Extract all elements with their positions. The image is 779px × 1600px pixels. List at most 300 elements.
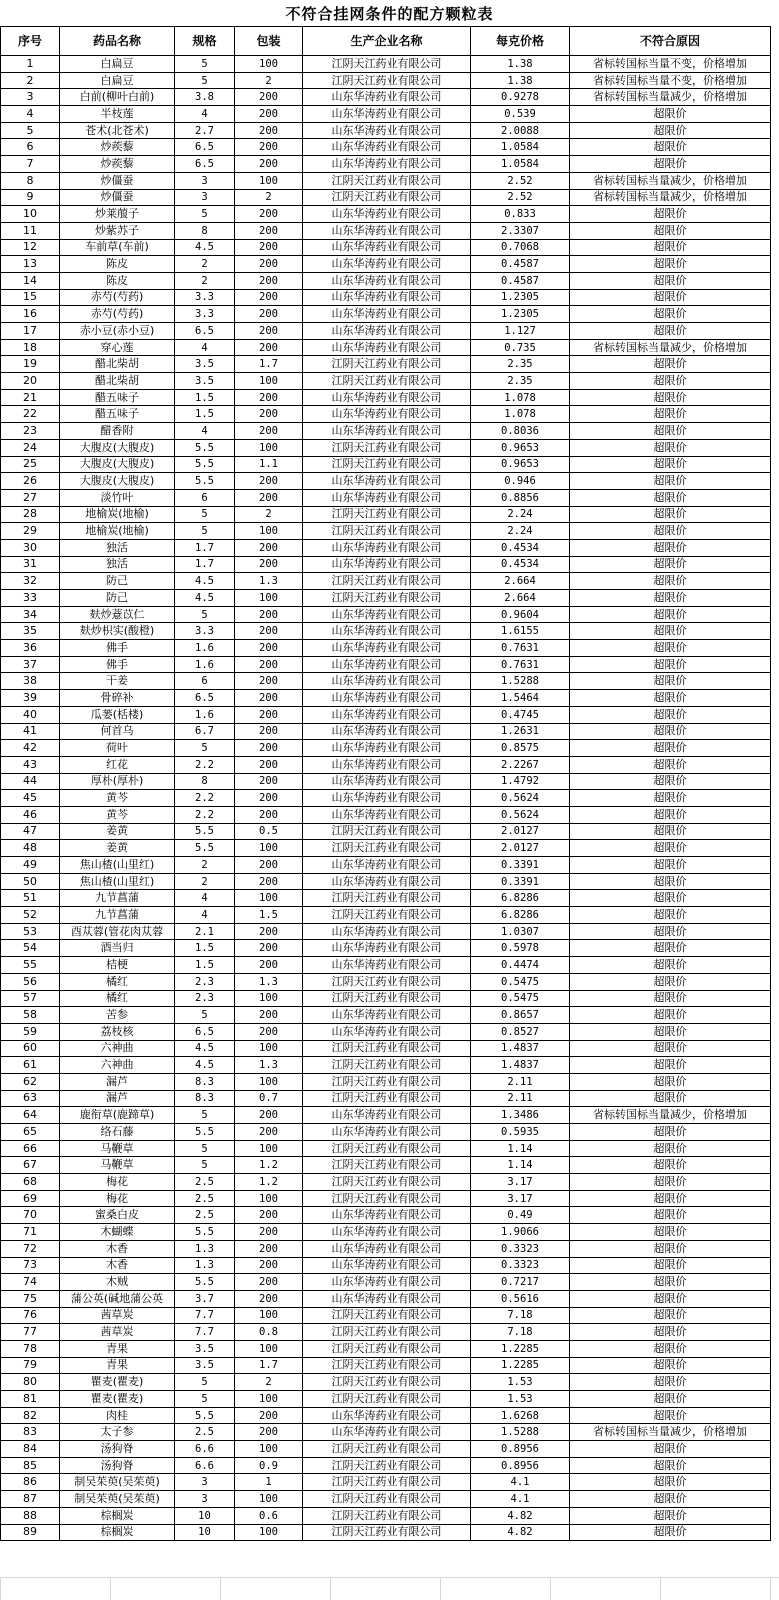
cell-package[interactable]: 100 — [235, 1491, 303, 1508]
cell-package[interactable]: 200 — [235, 756, 303, 773]
cell-spec[interactable]: 4 — [175, 890, 235, 907]
cell-reason[interactable]: 超限价 — [570, 840, 771, 857]
cell-price-per-gram[interactable]: 0.8657 — [471, 1007, 570, 1024]
cell-price-per-gram[interactable]: 0.9653 — [471, 456, 570, 473]
cell-drug-name[interactable]: 木香 — [60, 1240, 175, 1257]
cell-spec[interactable]: 5.5 — [175, 1407, 235, 1424]
cell-price-per-gram[interactable]: 0.7631 — [471, 656, 570, 673]
cell-reason[interactable]: 超限价 — [570, 356, 771, 373]
cell-index[interactable]: 66 — [1, 1140, 60, 1157]
cell-manufacturer[interactable]: 山东华涛药业有限公司 — [303, 272, 471, 289]
cell-price-per-gram[interactable]: 0.5978 — [471, 940, 570, 957]
cell-spec[interactable]: 5.5 — [175, 456, 235, 473]
cell-price-per-gram[interactable]: 0.5935 — [471, 1124, 570, 1141]
cell-manufacturer[interactable]: 江阴天江药业有限公司 — [303, 56, 471, 73]
cell-drug-name[interactable]: 赤小豆(赤小豆) — [60, 323, 175, 340]
cell-package[interactable]: 200 — [235, 339, 303, 356]
cell-price-per-gram[interactable]: 1.5464 — [471, 690, 570, 707]
cell-spec[interactable]: 5.5 — [175, 1274, 235, 1291]
cell-drug-name[interactable]: 陈皮 — [60, 272, 175, 289]
cell-drug-name[interactable]: 醋五味子 — [60, 406, 175, 423]
cell-reason[interactable]: 超限价 — [570, 1007, 771, 1024]
cell-drug-name[interactable]: 淡竹叶 — [60, 489, 175, 506]
cell-manufacturer[interactable]: 江阴天江药业有限公司 — [303, 890, 471, 907]
cell-spec[interactable]: 2.2 — [175, 806, 235, 823]
cell-reason[interactable]: 超限价 — [570, 156, 771, 173]
cell-drug-name[interactable]: 姜黄 — [60, 840, 175, 857]
cell-price-per-gram[interactable]: 1.4837 — [471, 1057, 570, 1074]
cell-drug-name[interactable]: 白前(柳叶白前) — [60, 89, 175, 106]
cell-reason[interactable]: 超限价 — [570, 790, 771, 807]
cell-reason[interactable]: 超限价 — [570, 1274, 771, 1291]
cell-drug-name[interactable]: 苦参 — [60, 1007, 175, 1024]
cell-spec[interactable]: 4.5 — [175, 1040, 235, 1057]
cell-reason[interactable]: 超限价 — [570, 1190, 771, 1207]
cell-drug-name[interactable]: 干姜 — [60, 673, 175, 690]
cell-drug-name[interactable]: 瞿麦(瞿麦) — [60, 1391, 175, 1408]
cell-reason[interactable]: 超限价 — [570, 1124, 771, 1141]
cell-manufacturer[interactable]: 山东华涛药业有限公司 — [303, 289, 471, 306]
cell-price-per-gram[interactable]: 0.4587 — [471, 256, 570, 273]
cell-spec[interactable]: 2 — [175, 857, 235, 874]
cell-spec[interactable]: 3.5 — [175, 356, 235, 373]
cell-price-per-gram[interactable]: 0.539 — [471, 106, 570, 123]
cell-reason[interactable]: 超限价 — [570, 106, 771, 123]
cell-reason[interactable]: 省标转国标当量不变，价格增加 — [570, 72, 771, 89]
cell-manufacturer[interactable]: 江阴天江药业有限公司 — [303, 523, 471, 540]
cell-spec[interactable]: 4.5 — [175, 1057, 235, 1074]
cell-price-per-gram[interactable]: 1.4837 — [471, 1040, 570, 1057]
cell-drug-name[interactable]: 酉苁蓉(管花肉苁蓉 — [60, 923, 175, 940]
cell-reason[interactable]: 超限价 — [570, 1207, 771, 1224]
cell-price-per-gram[interactable]: 7.18 — [471, 1324, 570, 1341]
cell-drug-name[interactable]: 梅花 — [60, 1174, 175, 1191]
cell-drug-name[interactable]: 防己 — [60, 573, 175, 590]
cell-index[interactable]: 63 — [1, 1090, 60, 1107]
cell-price-per-gram[interactable]: 0.4534 — [471, 556, 570, 573]
cell-drug-name[interactable]: 黄芩 — [60, 790, 175, 807]
cell-package[interactable]: 1.7 — [235, 356, 303, 373]
cell-spec[interactable]: 2.2 — [175, 790, 235, 807]
cell-reason[interactable]: 超限价 — [570, 306, 771, 323]
cell-index[interactable]: 11 — [1, 222, 60, 239]
cell-reason[interactable]: 超限价 — [570, 239, 771, 256]
cell-spec[interactable]: 6.5 — [175, 323, 235, 340]
cell-manufacturer[interactable]: 山东华涛药业有限公司 — [303, 1224, 471, 1241]
cell-spec[interactable]: 3.5 — [175, 1340, 235, 1357]
cell-index[interactable]: 83 — [1, 1424, 60, 1441]
cell-index[interactable]: 10 — [1, 206, 60, 223]
cell-index[interactable]: 46 — [1, 806, 60, 823]
cell-drug-name[interactable]: 白扁豆 — [60, 56, 175, 73]
cell-price-per-gram[interactable]: 1.14 — [471, 1157, 570, 1174]
cell-reason[interactable]: 超限价 — [570, 373, 771, 390]
cell-price-per-gram[interactable]: 1.2285 — [471, 1340, 570, 1357]
cell-price-per-gram[interactable]: 0.7631 — [471, 640, 570, 657]
cell-reason[interactable]: 超限价 — [570, 690, 771, 707]
cell-package[interactable]: 200 — [235, 89, 303, 106]
cell-price-per-gram[interactable]: 1.53 — [471, 1391, 570, 1408]
cell-manufacturer[interactable]: 山东华涛药业有限公司 — [303, 790, 471, 807]
cell-package[interactable]: 100 — [235, 990, 303, 1007]
cell-reason[interactable]: 超限价 — [570, 1524, 771, 1541]
cell-manufacturer[interactable]: 山东华涛药业有限公司 — [303, 306, 471, 323]
cell-index[interactable]: 42 — [1, 740, 60, 757]
cell-index[interactable]: 8 — [1, 172, 60, 189]
cell-reason[interactable]: 超限价 — [570, 456, 771, 473]
cell-price-per-gram[interactable]: 6.8286 — [471, 907, 570, 924]
cell-reason[interactable]: 超限价 — [570, 1290, 771, 1307]
cell-index[interactable]: 43 — [1, 756, 60, 773]
cell-drug-name[interactable]: 肉桂 — [60, 1407, 175, 1424]
cell-package[interactable]: 200 — [235, 1290, 303, 1307]
cell-spec[interactable]: 6.5 — [175, 1023, 235, 1040]
cell-drug-name[interactable]: 地榆炭(地榆) — [60, 506, 175, 523]
cell-index[interactable]: 81 — [1, 1391, 60, 1408]
cell-price-per-gram[interactable]: 0.9653 — [471, 439, 570, 456]
cell-spec[interactable]: 8 — [175, 222, 235, 239]
cell-index[interactable]: 78 — [1, 1340, 60, 1357]
cell-index[interactable]: 69 — [1, 1190, 60, 1207]
cell-index[interactable]: 72 — [1, 1240, 60, 1257]
cell-price-per-gram[interactable]: 2.11 — [471, 1090, 570, 1107]
cell-spec[interactable]: 1.7 — [175, 556, 235, 573]
cell-drug-name[interactable]: 焦山楂(山里红) — [60, 873, 175, 890]
cell-reason[interactable]: 超限价 — [570, 723, 771, 740]
cell-package[interactable]: 100 — [235, 1391, 303, 1408]
cell-drug-name[interactable]: 炒僵蚕 — [60, 172, 175, 189]
cell-spec[interactable]: 4 — [175, 339, 235, 356]
cell-manufacturer[interactable]: 山东华涛药业有限公司 — [303, 740, 471, 757]
cell-index[interactable]: 47 — [1, 823, 60, 840]
cell-manufacturer[interactable]: 山东华涛药业有限公司 — [303, 122, 471, 139]
cell-index[interactable]: 41 — [1, 723, 60, 740]
cell-spec[interactable]: 6.5 — [175, 139, 235, 156]
cell-reason[interactable]: 超限价 — [570, 256, 771, 273]
cell-reason[interactable]: 超限价 — [570, 1224, 771, 1241]
cell-package[interactable]: 200 — [235, 873, 303, 890]
cell-reason[interactable]: 超限价 — [570, 1507, 771, 1524]
cell-spec[interactable]: 2.5 — [175, 1174, 235, 1191]
cell-drug-name[interactable]: 六神曲 — [60, 1040, 175, 1057]
cell-drug-name[interactable]: 地榆炭(地榆) — [60, 523, 175, 540]
cell-manufacturer[interactable]: 山东华涛药业有限公司 — [303, 773, 471, 790]
cell-package[interactable]: 100 — [235, 1307, 303, 1324]
cell-price-per-gram[interactable]: 1.38 — [471, 56, 570, 73]
cell-spec[interactable]: 1.3 — [175, 1257, 235, 1274]
cell-reason[interactable]: 超限价 — [570, 556, 771, 573]
cell-drug-name[interactable]: 漏芦 — [60, 1090, 175, 1107]
cell-package[interactable]: 200 — [235, 423, 303, 440]
cell-price-per-gram[interactable]: 0.3323 — [471, 1240, 570, 1257]
cell-reason[interactable]: 超限价 — [570, 323, 771, 340]
cell-price-per-gram[interactable]: 1.078 — [471, 389, 570, 406]
cell-manufacturer[interactable]: 江阴天江药业有限公司 — [303, 1073, 471, 1090]
cell-reason[interactable]: 超限价 — [570, 773, 771, 790]
cell-spec[interactable]: 1.6 — [175, 656, 235, 673]
cell-spec[interactable]: 6.5 — [175, 690, 235, 707]
cell-reason[interactable]: 超限价 — [570, 990, 771, 1007]
cell-price-per-gram[interactable]: 1.2305 — [471, 306, 570, 323]
cell-reason[interactable]: 超限价 — [570, 957, 771, 974]
cell-manufacturer[interactable]: 山东华涛药业有限公司 — [303, 673, 471, 690]
cell-package[interactable]: 200 — [235, 1240, 303, 1257]
cell-package[interactable]: 200 — [235, 940, 303, 957]
cell-spec[interactable]: 6.7 — [175, 723, 235, 740]
cell-package[interactable]: 200 — [235, 1224, 303, 1241]
cell-index[interactable]: 40 — [1, 706, 60, 723]
cell-spec[interactable]: 5.5 — [175, 1124, 235, 1141]
cell-index[interactable]: 62 — [1, 1073, 60, 1090]
cell-reason[interactable]: 超限价 — [570, 1140, 771, 1157]
cell-drug-name[interactable]: 梅花 — [60, 1190, 175, 1207]
cell-manufacturer[interactable]: 江阴天江药业有限公司 — [303, 823, 471, 840]
cell-index[interactable]: 82 — [1, 1407, 60, 1424]
cell-price-per-gram[interactable]: 3.17 — [471, 1174, 570, 1191]
cell-index[interactable]: 56 — [1, 973, 60, 990]
cell-manufacturer[interactable]: 山东华涛药业有限公司 — [303, 690, 471, 707]
cell-spec[interactable]: 6.6 — [175, 1457, 235, 1474]
cell-drug-name[interactable]: 木蝴蝶 — [60, 1224, 175, 1241]
cell-price-per-gram[interactable]: 1.3486 — [471, 1107, 570, 1124]
cell-drug-name[interactable]: 茜草炭 — [60, 1307, 175, 1324]
cell-package[interactable]: 100 — [235, 840, 303, 857]
cell-reason[interactable]: 超限价 — [570, 506, 771, 523]
cell-price-per-gram[interactable]: 1.127 — [471, 323, 570, 340]
cell-drug-name[interactable]: 黄芩 — [60, 806, 175, 823]
cell-manufacturer[interactable]: 江阴天江药业有限公司 — [303, 1391, 471, 1408]
cell-package[interactable]: 200 — [235, 1424, 303, 1441]
cell-manufacturer[interactable]: 江阴天江药业有限公司 — [303, 189, 471, 206]
cell-spec[interactable]: 3 — [175, 1474, 235, 1491]
cell-price-per-gram[interactable]: 2.35 — [471, 373, 570, 390]
cell-price-per-gram[interactable]: 2.0088 — [471, 122, 570, 139]
column-header-index[interactable]: 序号 — [1, 27, 60, 56]
cell-drug-name[interactable]: 半枝莲 — [60, 106, 175, 123]
cell-drug-name[interactable]: 漏芦 — [60, 1073, 175, 1090]
cell-manufacturer[interactable]: 山东华涛药业有限公司 — [303, 222, 471, 239]
cell-reason[interactable]: 超限价 — [570, 406, 771, 423]
cell-spec[interactable]: 4.5 — [175, 590, 235, 607]
cell-index[interactable]: 89 — [1, 1524, 60, 1541]
cell-drug-name[interactable]: 九节菖蒲 — [60, 907, 175, 924]
cell-reason[interactable]: 超限价 — [570, 1407, 771, 1424]
cell-index[interactable]: 38 — [1, 673, 60, 690]
cell-drug-name[interactable]: 马鞭草 — [60, 1140, 175, 1157]
cell-price-per-gram[interactable]: 0.735 — [471, 339, 570, 356]
cell-index[interactable]: 4 — [1, 106, 60, 123]
cell-manufacturer[interactable]: 山东华涛药业有限公司 — [303, 1290, 471, 1307]
cell-spec[interactable]: 4.5 — [175, 239, 235, 256]
cell-reason[interactable]: 超限价 — [570, 222, 771, 239]
cell-package[interactable]: 200 — [235, 673, 303, 690]
cell-drug-name[interactable]: 木贼 — [60, 1274, 175, 1291]
cell-manufacturer[interactable]: 山东华涛药业有限公司 — [303, 323, 471, 340]
cell-index[interactable]: 2 — [1, 72, 60, 89]
cell-index[interactable]: 75 — [1, 1290, 60, 1307]
cell-manufacturer[interactable]: 山东华涛药业有限公司 — [303, 1124, 471, 1141]
cell-drug-name[interactable]: 炒蒺藜 — [60, 156, 175, 173]
cell-reason[interactable]: 超限价 — [570, 1023, 771, 1040]
cell-price-per-gram[interactable]: 0.8856 — [471, 489, 570, 506]
cell-index[interactable]: 28 — [1, 506, 60, 523]
cell-drug-name[interactable]: 厚朴(厚朴) — [60, 773, 175, 790]
cell-index[interactable]: 15 — [1, 289, 60, 306]
cell-price-per-gram[interactable]: 1.078 — [471, 406, 570, 423]
cell-package[interactable]: 200 — [235, 1023, 303, 1040]
cell-price-per-gram[interactable]: 0.3391 — [471, 873, 570, 890]
cell-manufacturer[interactable]: 江阴天江药业有限公司 — [303, 1374, 471, 1391]
cell-spec[interactable]: 5 — [175, 72, 235, 89]
cell-index[interactable]: 31 — [1, 556, 60, 573]
cell-index[interactable]: 27 — [1, 489, 60, 506]
cell-spec[interactable]: 2.3 — [175, 973, 235, 990]
cell-price-per-gram[interactable]: 0.9604 — [471, 606, 570, 623]
cell-drug-name[interactable]: 酒当归 — [60, 940, 175, 957]
cell-manufacturer[interactable]: 江阴天江药业有限公司 — [303, 1524, 471, 1541]
cell-manufacturer[interactable]: 江阴天江药业有限公司 — [303, 373, 471, 390]
cell-package[interactable]: 1.3 — [235, 573, 303, 590]
cell-index[interactable]: 44 — [1, 773, 60, 790]
cell-manufacturer[interactable]: 江阴天江药业有限公司 — [303, 590, 471, 607]
cell-reason[interactable]: 超限价 — [570, 673, 771, 690]
cell-manufacturer[interactable]: 江阴天江药业有限公司 — [303, 1040, 471, 1057]
cell-package[interactable]: 200 — [235, 406, 303, 423]
cell-package[interactable]: 1.3 — [235, 973, 303, 990]
cell-drug-name[interactable]: 棕榈炭 — [60, 1507, 175, 1524]
cell-package[interactable]: 1.2 — [235, 1157, 303, 1174]
cell-package[interactable]: 200 — [235, 790, 303, 807]
cell-index[interactable]: 59 — [1, 1023, 60, 1040]
cell-reason[interactable]: 超限价 — [570, 973, 771, 990]
cell-reason[interactable]: 超限价 — [570, 473, 771, 490]
cell-reason[interactable]: 超限价 — [570, 289, 771, 306]
cell-manufacturer[interactable]: 山东华涛药业有限公司 — [303, 806, 471, 823]
cell-spec[interactable]: 3.3 — [175, 289, 235, 306]
cell-spec[interactable]: 5.5 — [175, 473, 235, 490]
cell-price-per-gram[interactable]: 0.4534 — [471, 539, 570, 556]
cell-reason[interactable]: 超限价 — [570, 857, 771, 874]
cell-spec[interactable]: 5.5 — [175, 823, 235, 840]
cell-price-per-gram[interactable]: 1.38 — [471, 72, 570, 89]
cell-spec[interactable]: 2.1 — [175, 923, 235, 940]
cell-reason[interactable]: 超限价 — [570, 1491, 771, 1508]
cell-package[interactable]: 100 — [235, 1140, 303, 1157]
cell-package[interactable]: 100 — [235, 1441, 303, 1458]
cell-price-per-gram[interactable]: 6.8286 — [471, 890, 570, 907]
cell-index[interactable]: 9 — [1, 189, 60, 206]
cell-manufacturer[interactable]: 江阴天江药业有限公司 — [303, 356, 471, 373]
cell-index[interactable]: 30 — [1, 539, 60, 556]
cell-spec[interactable]: 5 — [175, 606, 235, 623]
cell-manufacturer[interactable]: 山东华涛药业有限公司 — [303, 1274, 471, 1291]
cell-reason[interactable]: 超限价 — [570, 873, 771, 890]
cell-drug-name[interactable]: 醋北柴胡 — [60, 356, 175, 373]
cell-index[interactable]: 19 — [1, 356, 60, 373]
cell-reason[interactable]: 超限价 — [570, 1441, 771, 1458]
cell-package[interactable]: 200 — [235, 773, 303, 790]
cell-index[interactable]: 84 — [1, 1441, 60, 1458]
cell-spec[interactable]: 5 — [175, 206, 235, 223]
cell-manufacturer[interactable]: 山东华涛药业有限公司 — [303, 239, 471, 256]
cell-reason[interactable]: 超限价 — [570, 1324, 771, 1341]
cell-price-per-gram[interactable]: 0.946 — [471, 473, 570, 490]
cell-manufacturer[interactable]: 江阴天江药业有限公司 — [303, 973, 471, 990]
cell-index[interactable]: 53 — [1, 923, 60, 940]
cell-index[interactable]: 7 — [1, 156, 60, 173]
cell-index[interactable]: 24 — [1, 439, 60, 456]
cell-package[interactable]: 1.5 — [235, 907, 303, 924]
cell-manufacturer[interactable]: 江阴天江药业有限公司 — [303, 456, 471, 473]
cell-price-per-gram[interactable]: 1.6155 — [471, 623, 570, 640]
cell-spec[interactable]: 8 — [175, 773, 235, 790]
cell-spec[interactable]: 6.6 — [175, 1441, 235, 1458]
cell-index[interactable]: 52 — [1, 907, 60, 924]
cell-price-per-gram[interactable]: 4.82 — [471, 1507, 570, 1524]
cell-manufacturer[interactable]: 山东华涛药业有限公司 — [303, 1407, 471, 1424]
cell-index[interactable]: 49 — [1, 857, 60, 874]
cell-manufacturer[interactable]: 山东华涛药业有限公司 — [303, 406, 471, 423]
cell-price-per-gram[interactable]: 1.9066 — [471, 1224, 570, 1241]
cell-drug-name[interactable]: 醋北柴胡 — [60, 373, 175, 390]
cell-index[interactable]: 54 — [1, 940, 60, 957]
cell-spec[interactable]: 5 — [175, 56, 235, 73]
cell-price-per-gram[interactable]: 2.52 — [471, 172, 570, 189]
cell-package[interactable]: 0.9 — [235, 1457, 303, 1474]
cell-package[interactable]: 200 — [235, 323, 303, 340]
cell-index[interactable]: 68 — [1, 1174, 60, 1191]
cell-reason[interactable]: 超限价 — [570, 606, 771, 623]
cell-package[interactable]: 200 — [235, 1407, 303, 1424]
cell-spec[interactable]: 4 — [175, 907, 235, 924]
cell-manufacturer[interactable]: 江阴天江药业有限公司 — [303, 840, 471, 857]
cell-index[interactable]: 45 — [1, 790, 60, 807]
cell-package[interactable]: 0.5 — [235, 823, 303, 840]
cell-reason[interactable]: 超限价 — [570, 1157, 771, 1174]
cell-price-per-gram[interactable]: 3.17 — [471, 1190, 570, 1207]
cell-drug-name[interactable]: 鹿衔草(鹿蹄草) — [60, 1107, 175, 1124]
cell-index[interactable]: 61 — [1, 1057, 60, 1074]
cell-manufacturer[interactable]: 江阴天江药业有限公司 — [303, 1140, 471, 1157]
cell-spec[interactable]: 3.3 — [175, 623, 235, 640]
cell-price-per-gram[interactable]: 1.14 — [471, 1140, 570, 1157]
cell-spec[interactable]: 2.7 — [175, 122, 235, 139]
cell-reason[interactable]: 超限价 — [570, 656, 771, 673]
cell-index[interactable]: 58 — [1, 1007, 60, 1024]
cell-index[interactable]: 34 — [1, 606, 60, 623]
cell-package[interactable]: 200 — [235, 1007, 303, 1024]
cell-manufacturer[interactable]: 山东华涛药业有限公司 — [303, 857, 471, 874]
cell-index[interactable]: 85 — [1, 1457, 60, 1474]
cell-spec[interactable]: 1.6 — [175, 706, 235, 723]
cell-drug-name[interactable]: 何首乌 — [60, 723, 175, 740]
cell-reason[interactable]: 超限价 — [570, 423, 771, 440]
cell-price-per-gram[interactable]: 0.3391 — [471, 857, 570, 874]
cell-manufacturer[interactable]: 山东华涛药业有限公司 — [303, 256, 471, 273]
cell-package[interactable]: 200 — [235, 1124, 303, 1141]
cell-package[interactable]: 2 — [235, 1374, 303, 1391]
cell-package[interactable]: 200 — [235, 106, 303, 123]
cell-package[interactable]: 2 — [235, 189, 303, 206]
cell-package[interactable]: 0.6 — [235, 1507, 303, 1524]
cell-package[interactable]: 100 — [235, 56, 303, 73]
cell-price-per-gram[interactable]: 4.82 — [471, 1524, 570, 1541]
cell-price-per-gram[interactable]: 2.0127 — [471, 840, 570, 857]
cell-package[interactable]: 200 — [235, 606, 303, 623]
cell-index[interactable]: 25 — [1, 456, 60, 473]
cell-drug-name[interactable]: 醋五味子 — [60, 389, 175, 406]
cell-spec[interactable]: 10 — [175, 1524, 235, 1541]
